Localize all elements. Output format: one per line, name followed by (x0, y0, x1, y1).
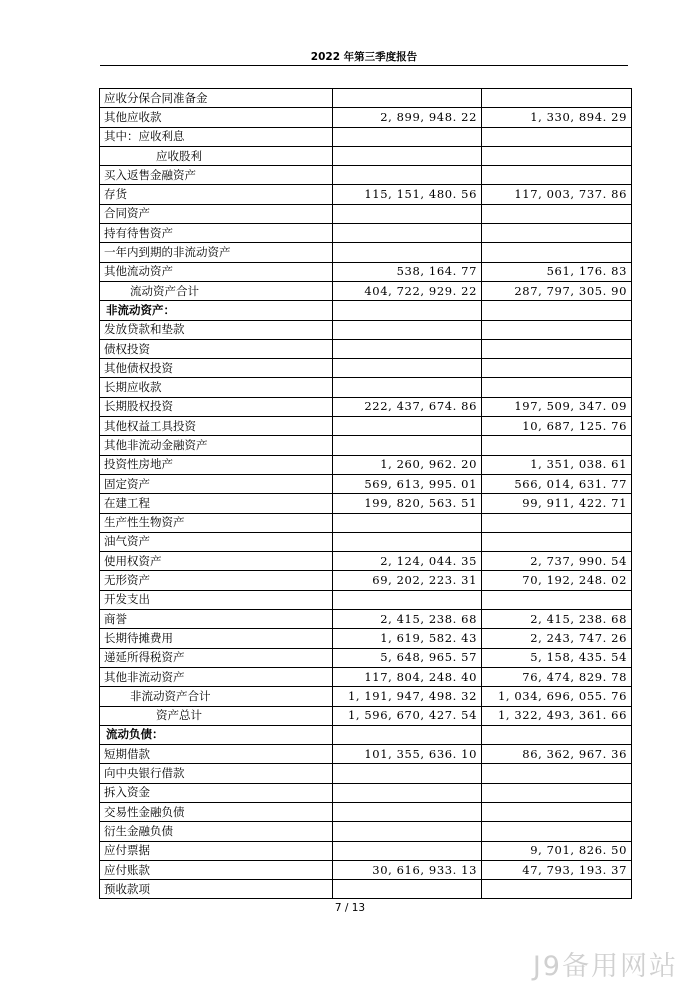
table-row (100, 146, 632, 165)
current-period-value (333, 89, 482, 108)
current-period-value (333, 146, 482, 165)
row-label: 一年内到期的非流动资产 (100, 243, 333, 262)
table-row (100, 860, 632, 879)
current-period-value (333, 532, 482, 551)
balance-sheet-body (100, 89, 632, 899)
row-label: 非流动资产合计 (100, 687, 333, 706)
table-row (100, 687, 632, 706)
current-period-value (333, 204, 482, 223)
row-label: 商誉 (100, 610, 333, 629)
table-row (100, 841, 632, 860)
table-row (100, 648, 632, 667)
row-label: 预收款项 (100, 880, 333, 899)
row-label: 应收股利 (100, 146, 333, 165)
row-label: 其中：应收利息 (100, 127, 333, 146)
row-label: 向中央银行借款 (100, 764, 333, 783)
row-label: 应付票据 (100, 841, 333, 860)
table-row (100, 802, 632, 821)
row-label: 固定资产 (100, 474, 333, 493)
current-period-value (333, 359, 482, 378)
current-period-value (333, 417, 482, 436)
prior-period-value: 86, 362, 967. 36 (482, 745, 632, 764)
table-row (100, 610, 632, 629)
table-row (100, 436, 632, 455)
current-period-value: 101, 355, 636. 10 (333, 745, 482, 764)
table-row (100, 474, 632, 493)
prior-period-value (482, 725, 632, 744)
row-label: 合同资产 (100, 204, 333, 223)
row-label: 其他应收款 (100, 108, 333, 127)
current-period-value: 30, 616, 933. 13 (333, 860, 482, 879)
row-label: 债权投资 (100, 339, 333, 358)
table-row (100, 185, 632, 204)
row-label: 生产性生物资产 (100, 513, 333, 532)
current-period-value: 2, 415, 238. 68 (333, 610, 482, 629)
current-period-value: 1, 191, 947, 498. 32 (333, 687, 482, 706)
row-label: 其他流动资产 (100, 262, 333, 281)
prior-period-value: 99, 911, 422. 71 (482, 494, 632, 513)
row-label: 买入返售金融资产 (100, 166, 333, 185)
row-label: 其他非流动资产 (100, 667, 333, 686)
prior-period-value (482, 204, 632, 223)
row-label: 油气资产 (100, 532, 333, 551)
section-heading: 流动负债： (100, 725, 333, 744)
prior-period-value: 561, 176. 83 (482, 262, 632, 281)
current-period-value: 569, 613, 995. 01 (333, 474, 482, 493)
row-label: 长期待摊费用 (100, 629, 333, 648)
table-row (100, 590, 632, 609)
table-row (100, 359, 632, 378)
table-row (100, 532, 632, 551)
table-row (100, 301, 632, 320)
watermark: J9备用网站 (532, 951, 678, 982)
table-row (100, 339, 632, 358)
prior-period-value (482, 127, 632, 146)
prior-period-value (482, 532, 632, 551)
prior-period-value (482, 513, 632, 532)
current-period-value: 2, 124, 044. 35 (333, 552, 482, 571)
current-period-value (333, 243, 482, 262)
table-row (100, 822, 632, 841)
page-number: 7 / 13 (334, 902, 366, 914)
current-period-value (333, 301, 482, 320)
prior-period-value (482, 783, 632, 802)
table-row (100, 552, 632, 571)
table-row (100, 127, 632, 146)
row-label: 长期应收款 (100, 378, 333, 397)
table-row (100, 243, 632, 262)
current-period-value (333, 513, 482, 532)
table-row (100, 494, 632, 513)
current-period-value (333, 783, 482, 802)
prior-period-value: 117, 003, 737. 86 (482, 185, 632, 204)
table-row (100, 745, 632, 764)
table-row (100, 417, 632, 436)
table-row (100, 725, 632, 744)
prior-period-value: 1, 330, 894. 29 (482, 108, 632, 127)
prior-period-value (482, 880, 632, 899)
prior-period-value (482, 590, 632, 609)
row-label: 资产总计 (100, 706, 333, 725)
table-row (100, 378, 632, 397)
prior-period-value (482, 802, 632, 821)
current-period-value: 538, 164. 77 (333, 262, 482, 281)
current-period-value (333, 339, 482, 358)
row-label: 长期股权投资 (100, 397, 333, 416)
prior-period-value (482, 243, 632, 262)
table-row (100, 108, 632, 127)
row-label: 发放贷款和垫款 (100, 320, 333, 339)
prior-period-value (482, 378, 632, 397)
section-heading: 非流动资产： (100, 301, 333, 320)
row-label: 衍生金融负债 (100, 822, 333, 841)
balance-sheet-table (99, 88, 632, 899)
prior-period-value (482, 224, 632, 243)
current-period-value (333, 802, 482, 821)
row-label: 使用权资产 (100, 552, 333, 571)
prior-period-value (482, 339, 632, 358)
row-label: 投资性房地产 (100, 455, 333, 474)
current-period-value: 1, 596, 670, 427. 54 (333, 706, 482, 725)
current-period-value: 117, 804, 248. 40 (333, 667, 482, 686)
current-period-value: 222, 437, 674. 86 (333, 397, 482, 416)
prior-period-value: 1, 034, 696, 055. 76 (482, 687, 632, 706)
prior-period-value: 2, 243, 747. 26 (482, 629, 632, 648)
table-row (100, 513, 632, 532)
current-period-value (333, 880, 482, 899)
current-period-value (333, 320, 482, 339)
table-row (100, 783, 632, 802)
table-row (100, 166, 632, 185)
current-period-value (333, 436, 482, 455)
current-period-value: 69, 202, 223. 31 (333, 571, 482, 590)
prior-period-value: 9, 701, 826. 50 (482, 841, 632, 860)
row-label: 拆入资金 (100, 783, 333, 802)
current-period-value (333, 378, 482, 397)
prior-period-value: 566, 014, 631. 77 (482, 474, 632, 493)
row-label: 开发支出 (100, 590, 333, 609)
row-label: 无形资产 (100, 571, 333, 590)
row-label: 交易性金融负债 (100, 802, 333, 821)
table-row (100, 281, 632, 300)
prior-period-value (482, 822, 632, 841)
prior-period-value: 197, 509, 347. 09 (482, 397, 632, 416)
current-period-value: 1, 619, 582. 43 (333, 629, 482, 648)
current-period-value (333, 590, 482, 609)
table-row (100, 224, 632, 243)
prior-period-value (482, 301, 632, 320)
prior-period-value (482, 764, 632, 783)
prior-period-value (482, 89, 632, 108)
table-row (100, 880, 632, 899)
row-label: 持有待售资产 (100, 224, 333, 243)
prior-period-value: 47, 793, 193. 37 (482, 860, 632, 879)
row-label: 递延所得税资产 (100, 648, 333, 667)
row-label: 存货 (100, 185, 333, 204)
row-label: 应收分保合同准备金 (100, 89, 333, 108)
current-period-value (333, 224, 482, 243)
prior-period-value: 1, 351, 038. 61 (482, 455, 632, 474)
table-row (100, 629, 632, 648)
current-period-value (333, 764, 482, 783)
table-row (100, 455, 632, 474)
table-row (100, 89, 632, 108)
current-period-value (333, 127, 482, 146)
table-row (100, 320, 632, 339)
current-period-value: 115, 151, 480. 56 (333, 185, 482, 204)
current-period-value: 404, 722, 929. 22 (333, 281, 482, 300)
prior-period-value (482, 320, 632, 339)
prior-period-value: 10, 687, 125. 76 (482, 417, 632, 436)
current-period-value: 1, 260, 962. 20 (333, 455, 482, 474)
current-period-value: 199, 820, 563. 51 (333, 494, 482, 513)
current-period-value: 5, 648, 965. 57 (333, 648, 482, 667)
prior-period-value (482, 146, 632, 165)
prior-period-value: 2, 737, 990. 54 (482, 552, 632, 571)
table-row (100, 706, 632, 725)
prior-period-value (482, 166, 632, 185)
current-period-value: 2, 899, 948. 22 (333, 108, 482, 127)
current-period-value (333, 841, 482, 860)
prior-period-value: 70, 192, 248. 02 (482, 571, 632, 590)
table-row (100, 571, 632, 590)
prior-period-value: 287, 797, 305. 90 (482, 281, 632, 300)
table-row (100, 764, 632, 783)
table-row (100, 667, 632, 686)
row-label: 短期借款 (100, 745, 333, 764)
prior-period-value (482, 359, 632, 378)
row-label: 应付账款 (100, 860, 333, 879)
current-period-value (333, 822, 482, 841)
report-title: 2022 年第三季度报告 (310, 51, 418, 63)
row-label: 其他非流动金融资产 (100, 436, 333, 455)
row-label: 其他债权投资 (100, 359, 333, 378)
prior-period-value: 1, 322, 493, 361. 66 (482, 706, 632, 725)
current-period-value (333, 725, 482, 744)
header-divider (100, 65, 628, 66)
prior-period-value (482, 436, 632, 455)
prior-period-value: 5, 158, 435. 54 (482, 648, 632, 667)
row-label: 在建工程 (100, 494, 333, 513)
current-period-value (333, 166, 482, 185)
table-row (100, 204, 632, 223)
prior-period-value: 2, 415, 238. 68 (482, 610, 632, 629)
table-row (100, 397, 632, 416)
prior-period-value: 76, 474, 829. 78 (482, 667, 632, 686)
row-label: 其他权益工具投资 (100, 417, 333, 436)
row-label: 流动资产合计 (100, 281, 333, 300)
table-row (100, 262, 632, 281)
